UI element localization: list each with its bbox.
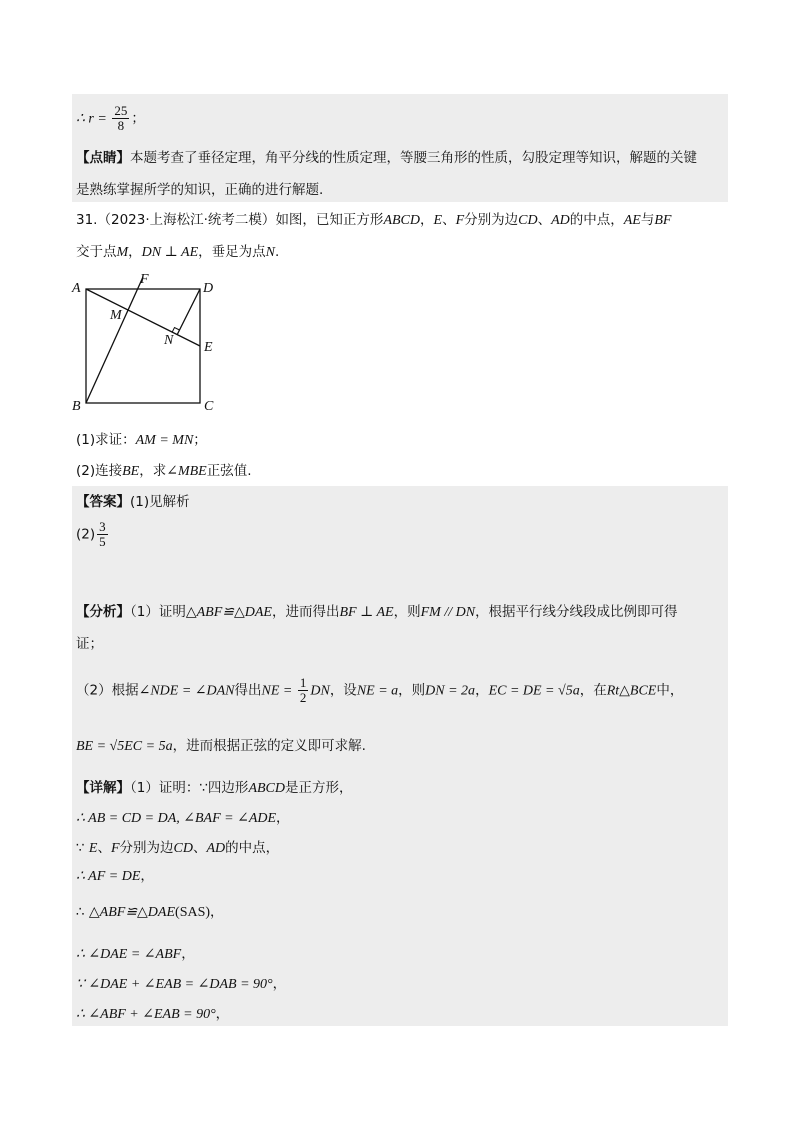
label-e: E [204, 340, 213, 355]
detail-line-8: ∴ ∠ABF + ∠EAB = 90°， [76, 1006, 230, 1022]
segment-dn [177, 289, 200, 335]
label-f: F [140, 272, 149, 287]
answer-2: (2) $\frac{3}{5}$ [76, 519, 106, 549]
label-a: A [72, 281, 81, 296]
fraction-3-5: $\frac{3}{5}$ [99, 519, 106, 549]
comment-line-2: 是熟练掌握所学的知识，正确的进行解题. [76, 182, 324, 198]
segment-bf [86, 277, 143, 403]
comment-line-1: 【点睛】本题考查了垂径定理，角平分线的性质定理，等腰三角形的性质，勾股定理等知识，解题的关键 [76, 150, 697, 166]
fraction-25-8: $\frac{25}{8}$ [114, 103, 128, 133]
square-abcd [86, 289, 200, 403]
detail-line-3: ∵ E、F分别为边CD、AD的中点， [76, 840, 280, 856]
analysis-line-2: 证； [76, 636, 103, 652]
label-m: M [110, 308, 122, 323]
label-n: N [164, 333, 174, 348]
analysis-line-3: （2）根据∠NDE = ∠DAN得出NE = $\frac{1}{2}$ DN，设NE = a，则DN = 2a，EC = DE = √5a，在Rt△BCE中， [76, 675, 684, 705]
square-figure [70, 270, 230, 420]
label-d: D [203, 281, 214, 296]
detail-line-6: ∴ ∠DAE = ∠ABF， [76, 946, 195, 962]
label-c: C [204, 399, 214, 414]
fraction-1-2: $\frac{1}{2}$ [299, 675, 307, 705]
detail-line-2: ∴ AB = CD = DA, ∠BAF = ∠ADE， [76, 810, 290, 826]
segment-ae [86, 289, 200, 346]
problem-line-2: 交于点M，DN ⊥ AE，垂足为点N. [76, 244, 280, 260]
problem-line-1: 31.（2023·上海松江·统考二模）如图，已知正方形ABCD，E、F分别为边CD、AD的中点，AE与BF [76, 212, 672, 228]
detail-line-4: ∴ AF = DE， [76, 868, 154, 884]
detail-line-5: ∴ △ABF≌△DAE(SAS)， [76, 904, 224, 920]
analysis-line-1: 【分析】（1）证明△ABF≌△DAE，进而得出BF ⊥ AE，则FM // DN，根据平行线分线段成比例即可得 [76, 604, 678, 620]
analysis-line-4: BE = √5EC = 5a，进而根据正弦的定义即可求解. [76, 738, 366, 754]
label-b: B [72, 399, 81, 414]
detail-line-1: 【详解】（1）证明：∵四边形ABCD是正方形， [76, 780, 353, 796]
answer-1: 【答案】(1)见解析 [76, 494, 190, 510]
detail-line-7: ∵ ∠DAE + ∠EAB = ∠DAB = 90°， [76, 976, 287, 992]
question-1: (1)求证：AM = MN； [76, 432, 207, 448]
question-2: (2)连接BE，求∠MBE正弦值. [76, 463, 252, 479]
r-result: ∴ r = $\frac{25}{8}$ ； [76, 103, 145, 133]
